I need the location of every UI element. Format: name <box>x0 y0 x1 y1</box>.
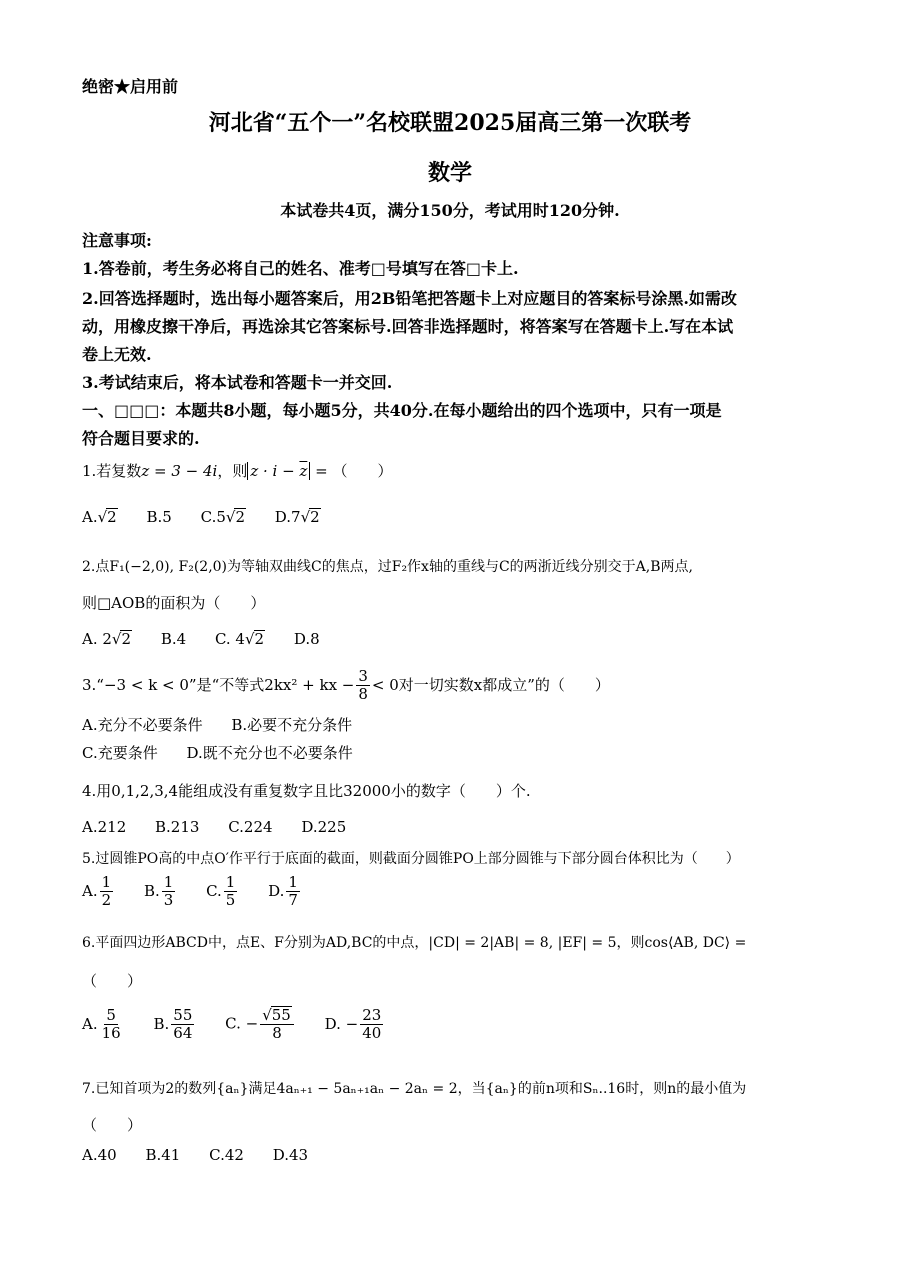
q4-option-b[interactable]: B.213 <box>155 818 200 836</box>
q3-option-a[interactable]: A.充分不必要条件 <box>82 716 203 734</box>
q4-option-d[interactable]: D.225 <box>301 818 347 836</box>
question-3-stem <box>82 668 610 704</box>
exam-title: 河北省“五个一”名校联盟2025届高三第一次联考 <box>208 110 692 136</box>
q1-stem-b: ，则 <box>217 462 248 480</box>
notice-item-3: 3.考试结束后，将本试卷和答题卡一并交回. <box>82 373 393 392</box>
radical-sign-icon: √ <box>97 508 108 526</box>
q2-option-d[interactable]: D.8 <box>293 630 320 648</box>
radical-sign-icon: √ <box>111 630 122 648</box>
question-2-line-2: 则□AOB的面积为（ ） <box>82 594 266 612</box>
q1-stem-expr: z = 3 − 4i <box>141 462 218 480</box>
question-2-options <box>82 630 344 648</box>
radical-sign-icon: √ <box>300 508 311 526</box>
subject-title: 数学 <box>427 160 472 186</box>
q7-option-c[interactable]: C.42 <box>209 1146 244 1164</box>
q1-option-a[interactable]: A.√2 <box>82 508 117 526</box>
section-1-heading-line-1: 一、□□□：本题共8小题，每小题5分，共40分.在每小题给出的四个选项中，只有一项是 <box>82 401 722 420</box>
q6-option-a[interactable]: A. $\frac{5}{16}$ <box>82 1005 121 1042</box>
notice-item-2-line-3: 卷上无效. <box>82 345 152 364</box>
q6-option-d[interactable]: D. − $\frac{23}{40}$ <box>324 1005 382 1042</box>
q6-option-b[interactable]: B. $\frac{55}{64}$ <box>153 1005 193 1042</box>
q3-fraction: $\frac{3}{8}$ <box>358 667 368 704</box>
exam-info: 本试卷共4页，满分150分，考试用时120分钟. <box>280 201 620 220</box>
section-1-heading-line-2: 符合题目要求的. <box>82 429 200 448</box>
question-7-options <box>82 1146 332 1164</box>
question-6-line-1: 6.平面四边形ABCD中，点E、F分别为AD,BC的中点，|CD| = 2|AB| = 8, |EF| = 5，则cos⟨AB, DC⟩ = <box>82 935 747 951</box>
q2-option-a[interactable]: A. 2√2 <box>82 630 132 648</box>
q5-option-a[interactable]: A. $\frac{1}{2}$ <box>82 873 112 910</box>
question-3-options-row-2 <box>82 742 377 763</box>
q5-option-d[interactable]: D. $\frac{1}{7}$ <box>268 873 298 910</box>
q1-option-c[interactable]: C.5√2 <box>200 508 245 526</box>
question-5-stem: 5.过圆锥PO高的中点O′作平行于底面的截面，则截面分圆锥PO上部分圆锥与下部分圆台体积比为（ ） <box>82 851 740 867</box>
question-2-line-1: 2.点F₁(−2,0), F₂(2,0)为等轴双曲线C的焦点，过F₂作x轴的重线与C的两浙近线分别交于A,B两点, <box>82 559 693 575</box>
q1-stem-a: 1.若复数 <box>82 462 142 480</box>
notice-item-2-line-2: 动，用橡皮擦干净后，再选涂其它答案标号.回答非选择题时，将答案写在答题卡上.写在本试 <box>82 317 734 336</box>
q1-option-b[interactable]: B.5 <box>146 508 172 526</box>
q6-option-c[interactable]: C. − $\frac{√55}{8}$ <box>225 1006 296 1043</box>
q5-option-c[interactable]: C. $\frac{1}{5}$ <box>206 873 236 910</box>
notice-item-1: 1.答卷前，考生务必将自己的姓名、准考□号填写在答□卡上. <box>82 259 519 278</box>
q7-option-d[interactable]: D.43 <box>272 1146 309 1164</box>
q3-option-d[interactable]: D.既不充分也不必要条件 <box>186 744 353 762</box>
q3-stem-b: < 0对一切实数x都成立”的（ ） <box>371 675 610 694</box>
notice-item-2-line-1: 2.回答选择题时，选出每小题答案后，用2B铅笔把答题卡上对应题目的答案标号涂黑.如需改 <box>82 289 737 308</box>
secrecy-label: 绝密★启用前 <box>82 77 179 96</box>
question-1-options <box>82 508 345 526</box>
q1-abs-expr: $z \cdot i - \overline{z}$ <box>247 462 310 480</box>
question-7-line-1: 7.已知首项为2的数列{aₙ}满足4aₙ₊₁ − 5aₙ₊₁aₙ − 2aₙ = 2，当{aₙ}的前n项和Sₙ..16时，则n的最小值为 <box>82 1081 747 1097</box>
radical-sign-icon: √ <box>225 508 236 526</box>
q1-option-d[interactable]: D.7√2 <box>274 508 320 526</box>
radical-sign-icon: √ <box>244 630 255 648</box>
question-4-options <box>82 818 370 836</box>
question-6-options <box>82 1006 409 1043</box>
q1-stem-c: = （ ） <box>310 462 393 480</box>
radical-sign-icon: √ <box>262 1006 272 1024</box>
q4-option-a[interactable]: A.212 <box>82 818 127 836</box>
q4-option-c[interactable]: C.224 <box>228 818 273 836</box>
q3-option-c[interactable]: C.充要条件 <box>82 744 158 762</box>
question-3-options-row-1 <box>82 714 376 735</box>
notice-heading: 注意事项: <box>82 231 152 250</box>
q3-stem-a: 3.“−3 < k < 0”是“不等式2kx² + kx − <box>82 675 355 694</box>
q2-option-b[interactable]: B.4 <box>160 630 187 648</box>
question-6-line-2: （ ） <box>82 972 143 990</box>
q7-option-b[interactable]: B.41 <box>145 1146 181 1164</box>
q3-option-b[interactable]: B.必要不充分条件 <box>231 716 353 734</box>
question-5-options <box>82 874 326 910</box>
q7-option-a[interactable]: A.40 <box>82 1146 117 1164</box>
question-1-stem <box>82 460 392 481</box>
question-7-line-2: （ ） <box>82 1116 143 1134</box>
q2-option-c[interactable]: C. 4√2 <box>214 630 265 648</box>
q5-option-b[interactable]: B. $\frac{1}{3}$ <box>143 873 174 910</box>
question-4-stem: 4.用0,1,2,3,4能组成没有重复数字且比32000小的数字（ ）个. <box>82 782 531 800</box>
